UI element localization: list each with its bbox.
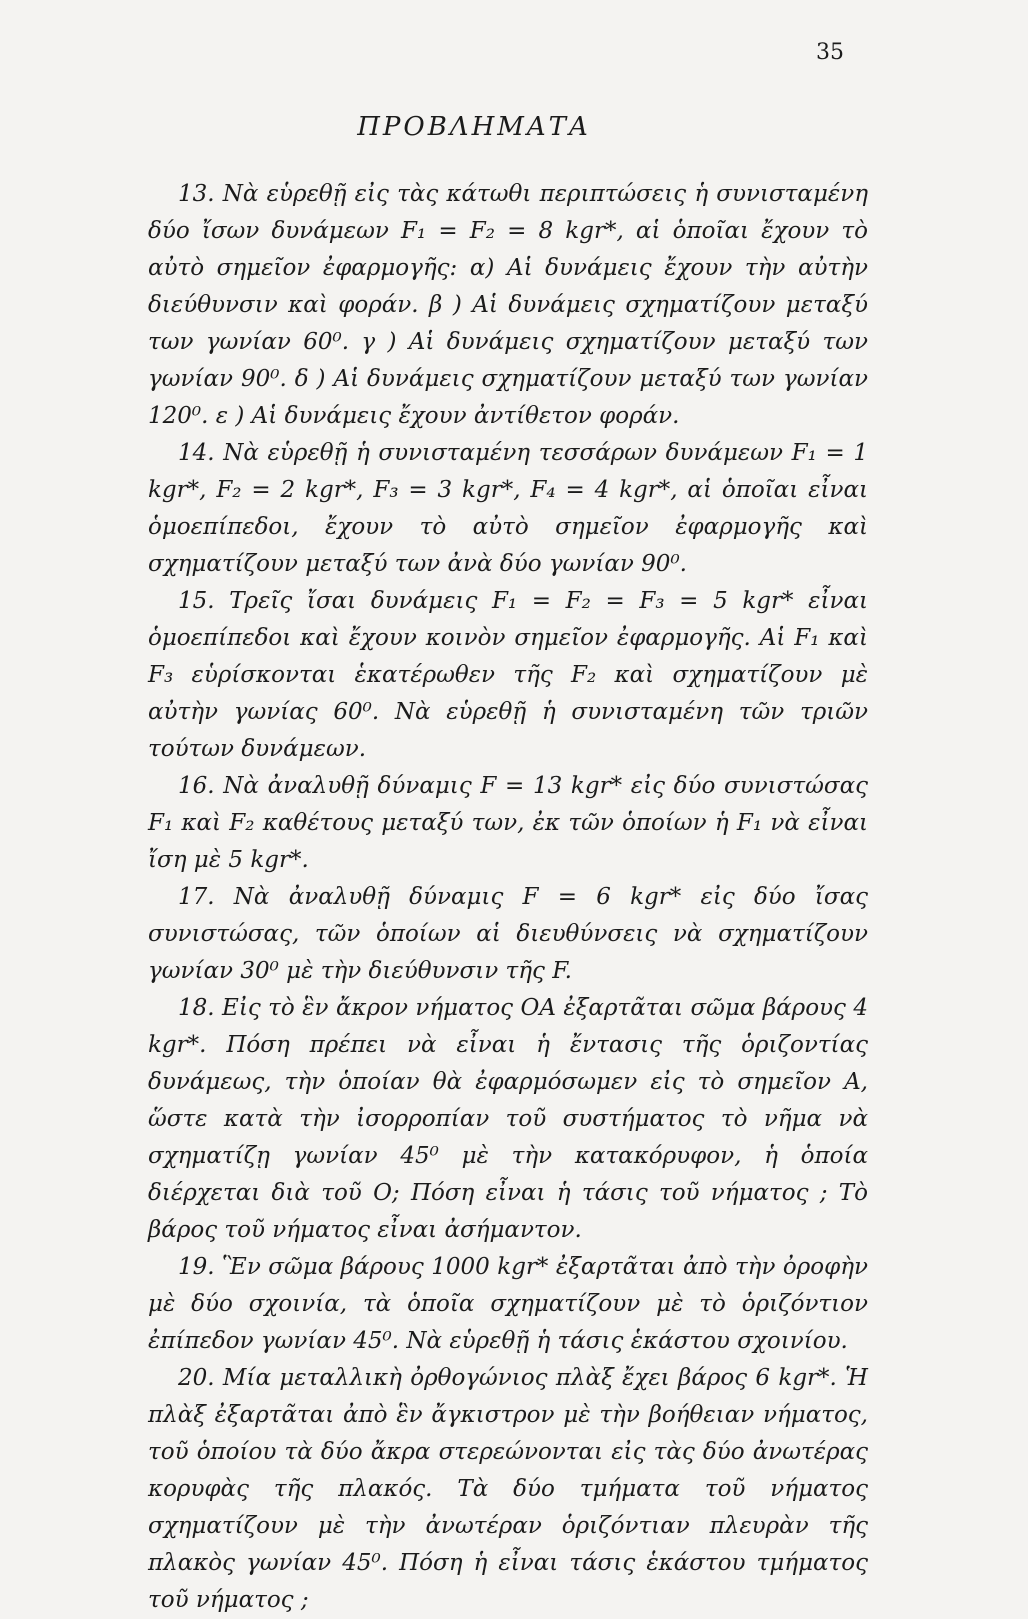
- problem-20: 20. Μία μεταλλικὴ ὀρθογώνιος πλὰξ ἔχει βάρος 6 kgr*. Ἡ πλὰξ ἐξαρτᾶται ἀπὸ ἓν ἄγκιστρον μὲ τὴν βοήθειαν νήματος, τοῦ ὁποίου τὰ δύο ἄκρα στερεώνονται εἰς τὰς δύο ἀνωτέρας κορυφὰς τῆς πλακός. Τὰ δύο τμήματα τοῦ νήματος σχηματίζουν μὲ τὴν ἀνωτέραν ὁριζόντιαν πλευρὰν τῆς πλακὸς γωνίαν 45⁰. Πόση ἡ εἶναι τάσις ἑκάστου τμήματος τοῦ νήματος ;: [148, 1365, 868, 1613]
- problem-17: 17. Νὰ ἀναλυθῇ δύναμις F = 6 kgr* εἰς δύο ἴσας συνιστώσας, τῶν ὁποίων αἱ διευθύνσεις νὰ σχηματίζουν γωνίαν 30⁰ μὲ τὴν διεύθυνσιν τῆς F.: [148, 884, 868, 984]
- problem-15: 15. Τρεῖς ἴσαι δυνάμεις F₁ = F₂ = F₃ = 5 kgr* εἶναι ὁμοεπίπεδοι καὶ ἔχουν κοινὸν σημεῖον ἐφαρμογῆς. Αἱ F₁ καὶ F₃ εὑρίσκονται ἑκατέρωθεν τῆς F₂ καὶ σχηματίζουν μὲ αὐτὴν γωνίας 60⁰. Νὰ εὑρεθῇ ἡ συνισταμένη τῶν τριῶν τούτων δυνάμεων.: [148, 588, 868, 762]
- section-heading-text: ΠΡΟΒΛΗΜΑΤΑ: [357, 112, 591, 142]
- section-heading: [0, 112, 1028, 142]
- problem-18: 18. Εἰς τὸ ἓν ἄκρον νήματος ΟΑ ἐξαρτᾶται σῶμα βάρους 4 kgr*. Πόση πρέπει νὰ εἶναι ἡ ἔντασις τῆς ὁριζοντίας δυνάμεως, τὴν ὁποίαν θὰ ἐφαρμόσωμεν εἰς τὸ σημεῖον Α, ὥστε κατὰ τὴν ἰσορροπίαν τοῦ συστήματος τὸ νῆμα νὰ σχηματίζῃ γωνίαν 45⁰ μὲ τὴν κατακόρυφον, ἡ ὁποία διέρχεται διὰ τοῦ Ο; Πόση εἶναι ἡ τάσις τοῦ νήματος ; Τὸ βάρος τοῦ νήματος εἶναι ἀσήμαντον.: [148, 995, 868, 1243]
- problem-list: [148, 176, 868, 1619]
- problem-19: 19. Ἓν σῶμα βάρους 1000 kgr* ἐξαρτᾶται ἀπὸ τὴν ὀροφὴν μὲ δύο σχοινία, τὰ ὁποῖα σχηματίζουν μὲ τὸ ὁριζόντιον ἐπίπεδον γωνίαν 45⁰. Νὰ εὑρεθῇ ἡ τάσις ἑκάστου σχοινίου.: [148, 1254, 868, 1354]
- problem-13: 13. Νὰ εὑρεθῇ εἰς τὰς κάτωθι περιπτώσεις ἡ συνισταμένη δύο ἴσων δυνάμεων F₁ = F₂ = 8 kgr*, αἱ ὁποῖαι ἔχουν τὸ αὐτὸ σημεῖον ἐφαρμογῆς: α) Αἱ δυνάμεις ἔχουν τὴν αὐτὴν διεύθυνσιν καὶ φοράν. β ) Αἱ δυνάμεις σχηματίζουν μεταξύ των γωνίαν 60⁰. γ ) Αἱ δυνάμεις σχηματίζουν μεταξύ των γωνίαν 90⁰. δ ) Αἱ δυνάμεις σχηματίζουν μεταξύ των γωνίαν 120⁰. ε ) Αἱ δυνάμεις ἔχουν ἀντίθετον φοράν.: [148, 181, 868, 429]
- problem-16: 16. Νὰ ἀναλυθῇ δύναμις F = 13 kgr* εἰς δύο συνιστώσας F₁ καὶ F₂ καθέτους μεταξύ των, ἐκ τῶν ὁποίων ἡ F₁ νὰ εἶναι ἴση μὲ 5 kgr*.: [148, 773, 868, 873]
- problem-14: 14. Νὰ εὑρεθῇ ἡ συνισταμένη τεσσάρων δυνάμεων F₁ = 1 kgr*, F₂ = 2 kgr*, F₃ = 3 kgr*, F₄ = 4 kgr*, αἱ ὁποῖαι εἶναι ὁμοεπίπεδοι, ἔχουν τὸ αὐτὸ σημεῖον ἐφαρμογῆς καὶ σχηματίζουν μεταξύ των ἀνὰ δύο γωνίαν 90⁰.: [148, 440, 868, 577]
- page-number: 35: [816, 40, 844, 65]
